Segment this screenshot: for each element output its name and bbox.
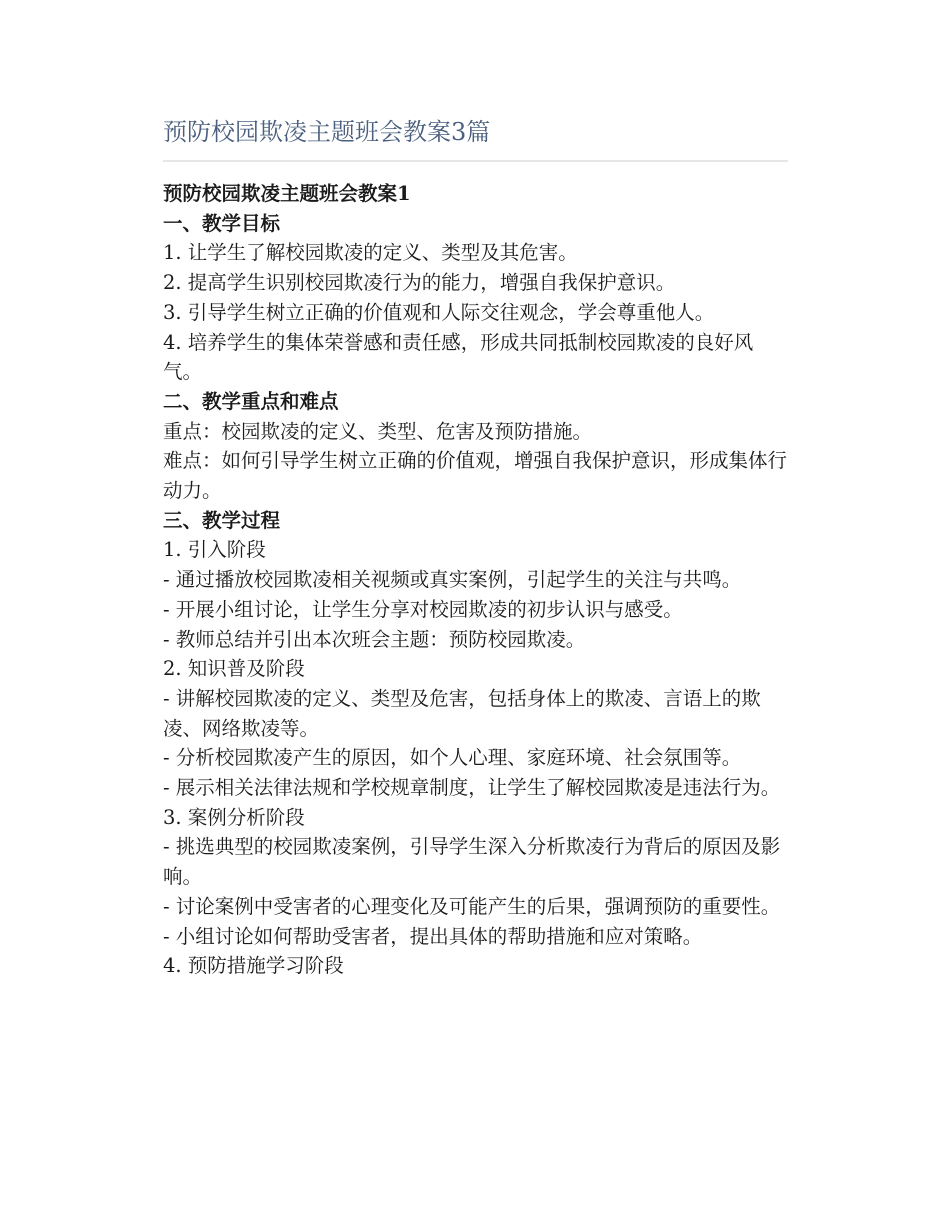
body-line: 4. 培养学生的集体荣誉感和责任感，形成共同抵制校园欺凌的良好风气。 — [163, 330, 754, 384]
body-line: - 小组讨论如何帮助受害者，提出具体的帮助措施和应对策略。 — [163, 924, 703, 948]
body-line: 重点：校园欺凌的定义、类型、危害及预防措施。 — [163, 419, 593, 443]
body-line: 3. 引导学生树立正确的价值观和人际交往观念，学会尊重他人。 — [163, 300, 715, 324]
document-title: 预防校园欺凌主题班会教案3篇 — [163, 110, 788, 162]
body-line: 3. 案例分析阶段 — [163, 805, 305, 829]
body-line: - 教师总结并引出本次班会主题：预防校园欺凌。 — [163, 627, 586, 651]
body-line: 2. 知识普及阶段 — [163, 657, 305, 681]
body-line: - 挑选典型的校园欺凌案例，引导学生深入分析欺凌行为背后的原因及影响。 — [163, 835, 781, 889]
document-page — [163, 110, 788, 981]
section-heading: 二、教学重点和难点 — [163, 389, 339, 413]
section-heading: 一、教学目标 — [163, 211, 281, 235]
body-line: 难点：如何引导学生树立正确的价值观，增强自我保护意识，形成集体行动力。 — [163, 449, 788, 503]
body-line: 1. 让学生了解校园欺凌的定义、类型及其危害。 — [163, 241, 578, 265]
body-line: 4. 预防措施学习阶段 — [163, 954, 344, 978]
body-line: 2. 提高学生识别校园欺凌行为的能力，增强自我保护意识。 — [163, 271, 676, 295]
section-heading: 三、教学过程 — [163, 508, 281, 532]
section-heading: 预防校园欺凌主题班会教案1 — [163, 182, 411, 205]
body-line: - 展示相关法律法规和学校规章制度，让学生了解校园欺凌是违法行为。 — [163, 776, 781, 800]
body-line: 1. 引入阶段 — [163, 538, 266, 562]
body-line: - 开展小组讨论，让学生分享对校园欺凌的初步认识与感受。 — [163, 597, 683, 621]
document-body — [163, 179, 788, 981]
body-line: - 讲解校园欺凌的定义、类型及危害，包括身体上的欺凌、言语上的欺凌、网络欺凌等。 — [163, 686, 761, 740]
body-line: - 通过播放校园欺凌相关视频或真实案例，引起学生的关注与共鸣。 — [163, 568, 742, 592]
body-line: - 分析校园欺凌产生的原因，如个人心理、家庭环境、社会氛围等。 — [163, 746, 742, 770]
body-line: - 讨论案例中受害者的心理变化及可能产生的后果，强调预防的重要性。 — [163, 894, 781, 918]
